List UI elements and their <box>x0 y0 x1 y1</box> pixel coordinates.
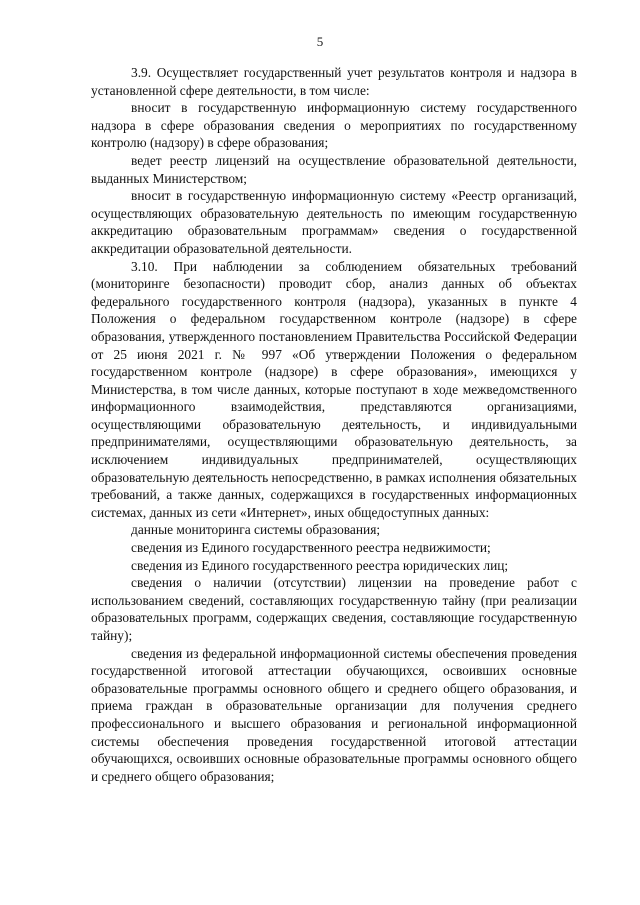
paragraph-3-9: 3.9. Осуществляет государственный учет результатов контроля и надзора в установленной сфере деятельности, в том числе: <box>91 65 577 98</box>
paragraph-accreditation-registry: вносит в государственную информационную систему «Реестр организаций, осуществляющих образовательную деятельность по имеющим государственную аккредитацию образовательным программам» сведения о государственной аккредитации образовательной деятельности. <box>91 188 577 256</box>
list-item-attestation-system: сведения из федеральной информационной системы обеспечения проведения государственной итоговой аттестации обучающихся, освоивших основные образовательные программы основного общего и среднего общего образования, и приема граждан в образовательные организации для получения среднего профессионального и высшего образования и региональной информационной системы обеспечения проведения государственной итоговой аттестации обучающихся, освоивших основные образовательные программы основного общего и среднего общего образования; <box>91 645 577 784</box>
page-number: 5 <box>316 34 324 49</box>
paragraph-license-registry: ведет реестр лицензий на осуществление образовательной деятельности, выданных Министерством; <box>91 152 577 186</box>
list-item-state-secret-license: сведения о наличии (отсутствии) лицензии на проведение работ с использованием сведений, составляющих государственную тайну (при реализации образовательных программ, содержащих сведения, составляющие государственную тайну); <box>91 575 577 643</box>
paragraph-enters-supervision-system: вносит в государственную информационную систему государственного надзора в сфере образования сведения о мероприятиях по государственному контролю (надзору) в сфере образования; <box>91 100 577 151</box>
document-body <box>91 64 577 785</box>
list-item-monitoring-data: данные мониторинга системы образования; <box>131 522 381 538</box>
list-item-real-estate-registry: сведения из Единого государственного реестра недвижимости; <box>131 540 491 556</box>
list-item-legal-entities-registry: сведения из Единого государственного реестра юридических лиц; <box>131 557 509 573</box>
paragraph-3-10: 3.10. При наблюдении за соблюдением обязательных требований (мониторинге безопасности) проводит сбор, анализ данных об объектах федерального государственного контроля (надзора), указанных в пункте 4 Положения о федеральном государственном контроле (надзоре) в сфере образования, утвержденного постановлением Правительства Российской Федерации от 25 июня 2021 г. № 997 «Об утверждении Положения о федеральном государственном контроле (надзоре) в сфере образования», имеющихся у Министерства, в том числе данных, которые поступают в ходе межведомственного информационного взаимодействия, представляются организациями, осуществляющими образовательную деятельность, и индивидуальными предпринимателями, осуществляющими образовательную деятельность, за исключением индивидуальных предпринимателей, осуществляющих образовательную деятельность непосредственно, в рамках исполнения обязательных требований, а также данных, содержащихся в государственных информационных системах, данных из сети «Интернет», иных общедоступных данных: <box>91 258 577 520</box>
